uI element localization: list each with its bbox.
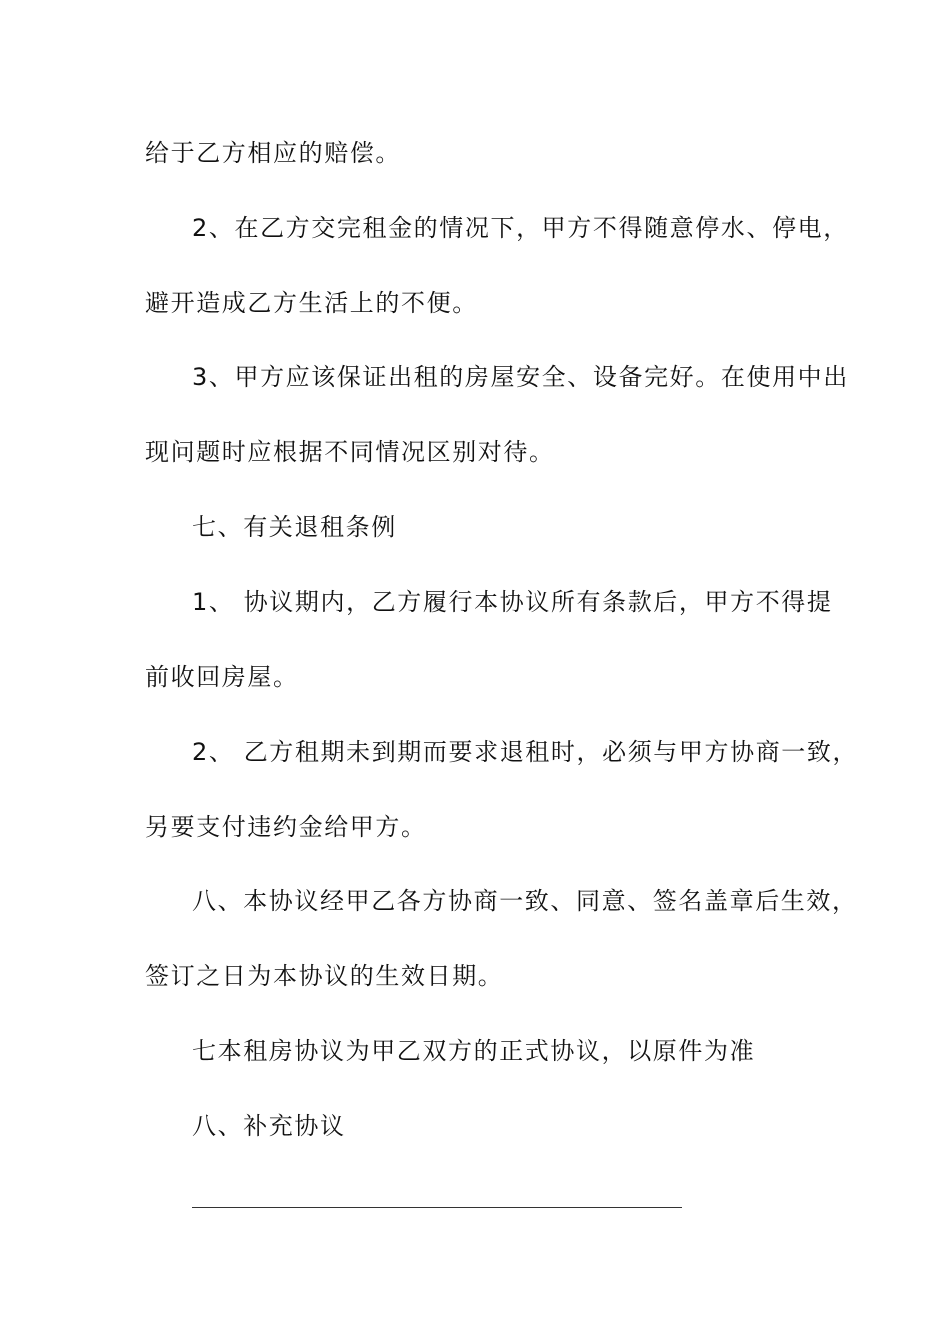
text-line: 2、在乙方交完租金的情况下，甲方不得随意停水、停电， xyxy=(192,214,849,242)
text-line: 签订之日为本协议的生效日期。 xyxy=(145,962,504,990)
text-line: 避开造成乙方生活上的不便。 xyxy=(145,289,478,317)
text-line: 另要支付违约金给甲方。 xyxy=(145,813,427,841)
section-heading: 七、有关退租条例 xyxy=(192,513,397,541)
signature-line xyxy=(192,1207,682,1208)
section-heading: 八、补充协议 xyxy=(192,1112,346,1140)
text-line: 七本租房协议为甲乙双方的正式协议，以原件为准 xyxy=(192,1037,756,1065)
text-line: 2、 乙方租期未到期而要求退租时，必须与甲方协商一致， xyxy=(192,738,859,766)
text-line: 3、甲方应该保证出租的房屋安全、设备完好。在使用中出 xyxy=(192,363,849,391)
text-line: 八、本协议经甲乙各方协商一致、同意、签名盖章后生效， xyxy=(192,887,858,915)
text-line: 前收回房屋。 xyxy=(145,663,299,691)
text-line: 现问题时应根据不同情况区别对待。 xyxy=(145,438,555,466)
text-line: 给于乙方相应的赔偿。 xyxy=(145,139,401,167)
text-line: 1、 协议期内，乙方履行本协议所有条款后，甲方不得提 xyxy=(192,588,833,616)
